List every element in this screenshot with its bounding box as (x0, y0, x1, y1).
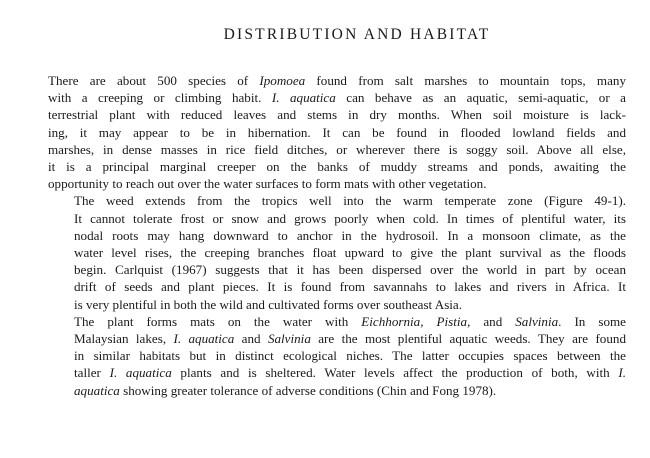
text-run: and (234, 331, 268, 347)
text-line (48, 364, 626, 381)
text-run: nodal roots may hang downward to anchor in the hydrosoil. In a monsoon climate, as the (74, 227, 626, 243)
text-line (48, 72, 626, 89)
text-line (48, 227, 626, 244)
text-run: it is a principal marginal creeper on the banks of muddy streams and ponds, awaiting the (48, 159, 626, 175)
text-line (48, 158, 626, 175)
text-line (48, 175, 626, 192)
text-line (48, 382, 626, 399)
text-line (48, 124, 626, 141)
text-run: It cannot tolerate frost or snow and grows poorly when cold. In times of plentiful water, its (74, 210, 626, 226)
text-line (48, 244, 626, 261)
paragraph-2 (48, 192, 626, 312)
text-line (48, 141, 626, 158)
text-run: . In some (558, 313, 626, 329)
italic-term: I. aquatica (173, 331, 235, 347)
paragraph-3 (48, 313, 626, 399)
text-run: plants and is sheltered. Water levels affect the production of both, with (171, 365, 619, 381)
text-line (48, 313, 626, 330)
text-run: showing greater tolerance of adverse conditions (Chin and Fong 1978). (119, 382, 497, 398)
text-line (48, 278, 626, 295)
text-run: opportunity to reach out over the water surfaces to form mats with other vegetation. (48, 176, 487, 192)
section-heading: DISTRIBUTION AND HABITAT (223, 26, 491, 43)
body-text (48, 72, 626, 399)
text-run: Malaysian lakes, (74, 331, 174, 347)
text-line (48, 347, 626, 364)
text-run: There are about 500 species of (48, 73, 260, 88)
paragraph-1 (48, 72, 626, 192)
text-line (48, 296, 626, 313)
text-run: in similar habitats but in distinct ecological niches. The latter occupies spaces between the (74, 348, 626, 364)
italic-term: Salvinia (267, 331, 311, 347)
text-run: taller (74, 365, 110, 381)
text-line (48, 330, 626, 347)
text-run: found from salt marshes to mountain tops, many (305, 73, 626, 88)
text-line (48, 210, 626, 227)
italic-term: Salvinia (515, 313, 559, 329)
italic-term: Pistia (436, 313, 468, 329)
text-run: water level rises, the creeping branches float upward to give the plant survival as the floods (74, 245, 626, 261)
document-page (48, 26, 626, 399)
italic-term: Eichhornia (361, 313, 421, 329)
text-run: begin. Carlquist (1967) suggests that it has been dispersed over the world in part by ocean (74, 262, 626, 278)
text-run: terrestrial plant with reduced leaves and stems in dry months. When soil moisture is lack- (48, 107, 626, 123)
text-run: are the most plentiful aquatic weeds. They are found (310, 331, 626, 347)
text-line (48, 192, 626, 209)
text-line (48, 106, 626, 123)
text-run: is very plentiful in both the wild and cultivated forms over southeast Asia. (74, 296, 463, 312)
text-run: can behave as an aquatic, semi-aquatic, or a (335, 90, 626, 106)
italic-term: I. aquatica (271, 90, 336, 106)
text-run: , (420, 313, 437, 329)
text-run: drift of seeds and plant pieces. It is found from savannahs to lakes and rivers in Africa. It (74, 279, 626, 295)
text-run: The plant forms mats on the water with (74, 313, 362, 329)
text-run: marshes, in dense masses in rice field ditches, or wherever there is soggy soil. Above all else, (48, 141, 626, 157)
text-run: ing, it may appear to be in hibernation. It can be found in flooded lowland fields and (48, 124, 626, 140)
italic-term: Ipomoea (259, 73, 306, 88)
text-run: with a creeping or climbing habit. (48, 90, 272, 106)
italic-term: aquatica (74, 382, 120, 398)
text-line (48, 89, 626, 106)
text-run: The weed extends from the tropics well into the warm temperate zone (Figure 49-1). (74, 193, 626, 209)
text-line (48, 261, 626, 278)
italic-term: I. (618, 365, 627, 381)
italic-term: I. aquatica (109, 365, 172, 381)
text-run: , and (467, 313, 516, 329)
